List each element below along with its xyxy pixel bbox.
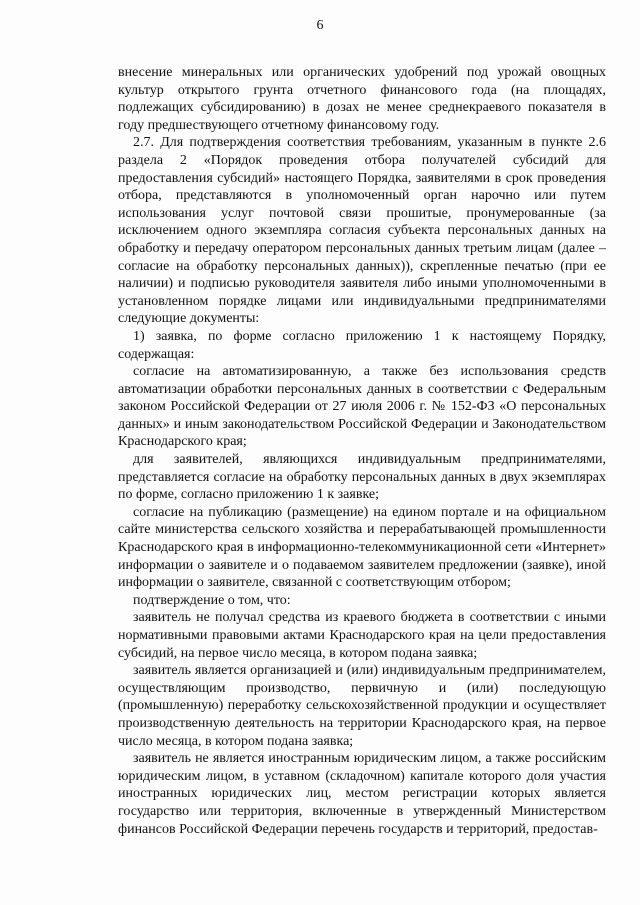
- paragraph-not-foreign-entity: заявитель не является иностранным юридическим лицом, а также российским юридическим лицом, в уставном (складочном) капитале которого доля участия иностранных юридических лиц, местом регистрации которых является государство или территория, включенные в утвержденный Министерством финансов Российской Федерации перечень государств и территорий, предостав-: [118, 751, 606, 837]
- page-number: 6: [316, 18, 324, 33]
- paragraph-no-regional-funds: заявитель не получал средства из краевого бюджета в соответствии с иными нормативными правовыми актами Краснодарского края на цели предоставления субсидий, на первое число месяца, в котором подана заявка;: [118, 610, 606, 661]
- paragraph-clause-2-7: 2.7. Для подтверждения соответствия требованиям, указанным в пункте 2.6 раздела 2 «Порядок проведения отбора получателей субсидий для предоставления субсидий» настоящего Порядка, заявителями в срок проведения отбора, представляются в уполномоченный орган нарочно или путем использования услуг почтовой связи прошитые, пронумерованные (за исключением одного экземпляра согласия субъекта персональных данных на обработку и передачу оператором персональных данных третьим лицам (далее – согласие на обработку персональных данных)), скрепленные печатью (при ее наличии) и подписью руководителя заявителя либо иными уполномоченными в установленном порядке лицами или индивидуальными предпринимателями следующие документы:: [118, 135, 606, 327]
- paragraph-application-item-1: 1) заявка, по форме согласно приложению 1 к настоящему Порядку, содержащая:: [118, 328, 606, 362]
- paragraph-consent-automated-processing: согласие на автоматизированную, а также без использования средств автоматизации обработки персональных данных в соответствии с Федеральным законом Российской Федерации от 27 июля 2006 г. № 152-ФЗ «О персональных данных» и иным законодательством Российской Федерации и Законодательством Краснодарского края;: [118, 364, 606, 450]
- paragraph-individual-entrepreneurs-consent: для заявителей, являющихся индивидуальным предпринимателями, представляется согласие на обработку персональных данных в двух экземплярах по форме, согласно приложению 1 к заявке;: [118, 452, 606, 503]
- paragraph-continuation: внесение минеральных или органических удобрений под урожай овощных культур открытого грунта отчетного финансового года (на площадях, подлежащих субсидированию) в дозах не менее среднекраевого показателя в году предшествующего отчетному финансовому году.: [118, 65, 606, 133]
- paragraph-organization-status: заявитель является организацией и (или) индивидуальным предпринимателем, осуществляющим производство, первичную и (или) последующую (промышленную) переработку сельскохозяйственной продукции и осуществляет производственную деятельность на территории Краснодарского края, на первое число месяца, в котором подана заявка;: [118, 663, 606, 749]
- paragraph-publication-consent: согласие на публикацию (размещение) на едином портале и на официальном сайте министерства сельского хозяйства и перерабатывающей промышленности Краснодарского края в информационно-телекоммуникационной сети «Интернет» информации о заявителе и о подаваемом заявителем предложении (заявке), иной информации о заявителе, связанной с соответствующим отбором;: [118, 504, 606, 591]
- body-text: [118, 64, 606, 838]
- paragraph-confirmation-intro: подтверждение о том, что:: [133, 592, 291, 608]
